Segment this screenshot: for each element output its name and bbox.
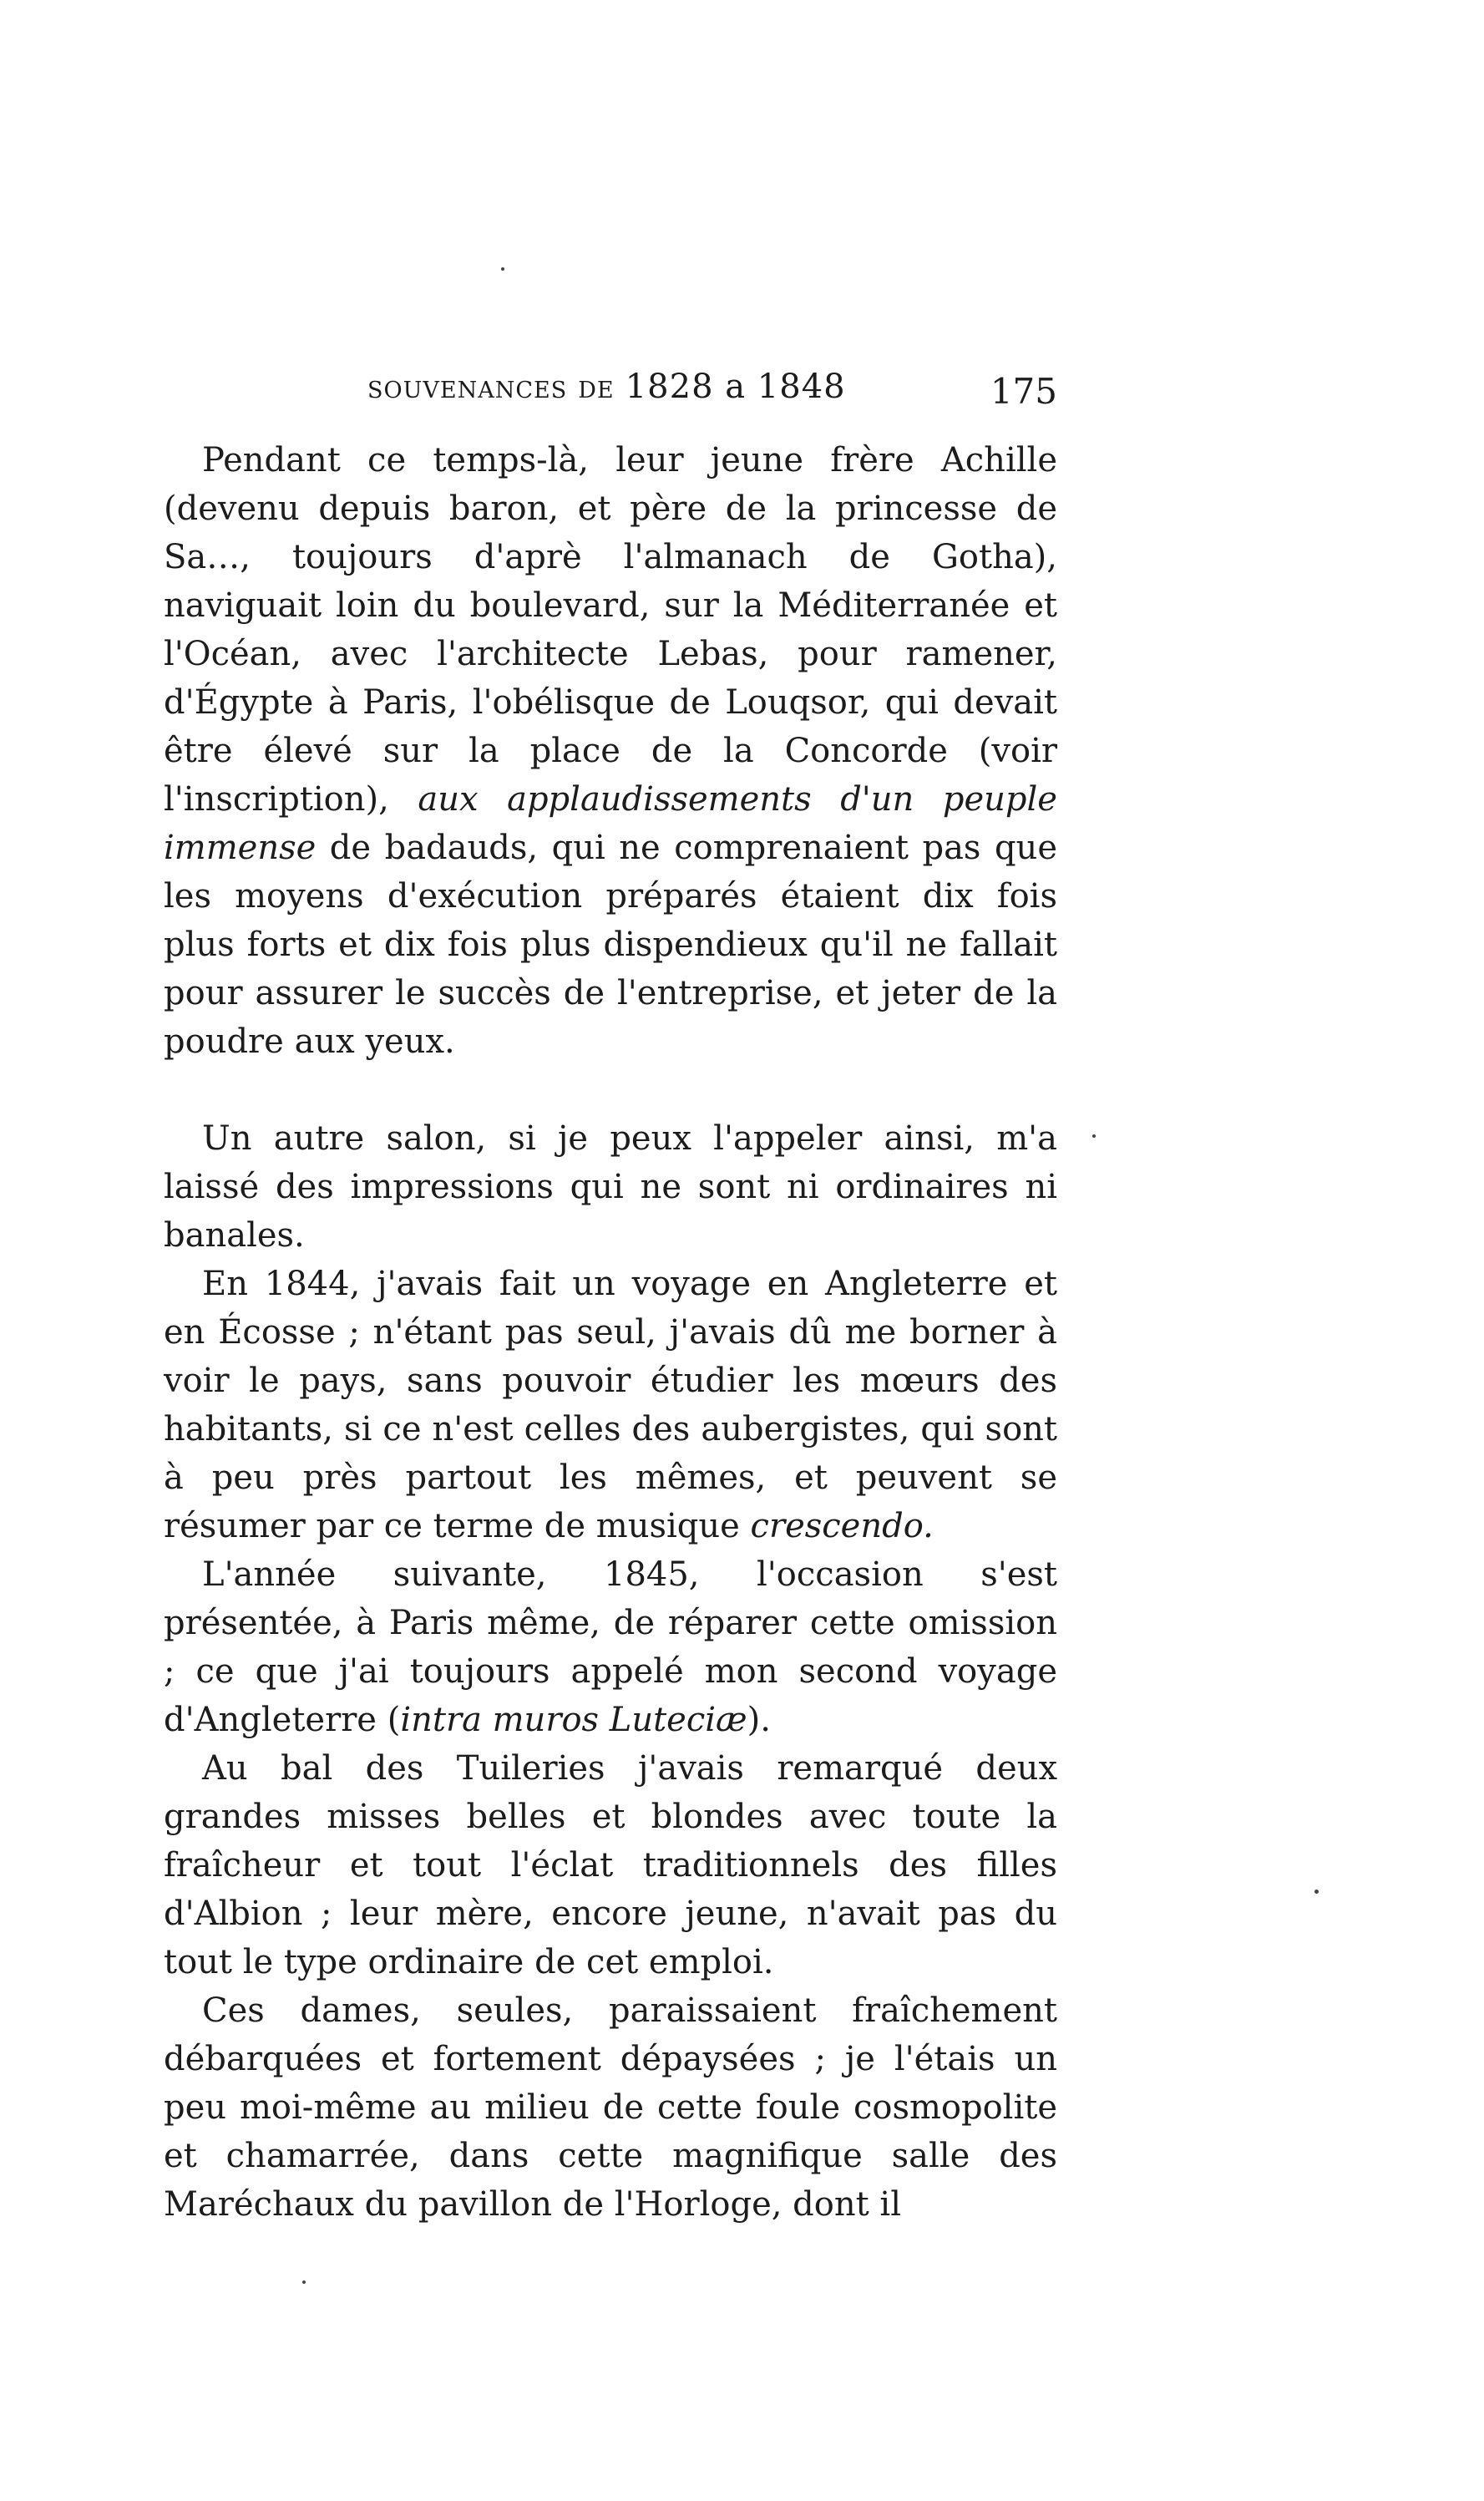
paper-speck	[1092, 1134, 1096, 1138]
running-title-prefix: souvenances de	[367, 368, 626, 405]
page-number: 175	[990, 371, 1057, 412]
paper-speck	[501, 267, 504, 271]
paragraph-year-1845: L'année suivante, 1845, l'occasion s'est présentée, à Paris même, de réparer cette omission ; ce que j'ai toujours appelé mon second voyage d'Angleterre (intra muros Luteciæ).	[164, 1555, 1057, 1739]
section-break	[164, 1066, 1057, 1114]
body-text	[164, 436, 1057, 2229]
paper-speck	[302, 2280, 306, 2284]
running-title-years: 1828 a 1848	[625, 368, 846, 406]
paragraph-tuileries-ball: Au bal des Tuileries j'avais remarqué deux grandes misses belles et blondes avec toute la fraîcheur et tout l'éclat traditionnels des filles d'Albion ; leur mère, encore jeune, n'avait pas du tout le type ordinaire de cet emploi.	[164, 1749, 1057, 1981]
paragraph-obelisk: Pendant ce temps-là, leur jeune frère Achille (devenu depuis baron, et père de la princesse de Sa…, toujours d'aprè l'almanach de Gotha), naviguait loin du boulevard, sur la Méditerranée et l'Océan, avec l'architecte Lebas, pour ramener, d'Égypte à Paris, l'obélisque de Louqsor, qui devait être élevé sur la place de la Concorde (voir l'inscription), aux applaudissements d'un peuple immense de badauds, qui ne comprenaient pas que les moyens d'exécution préparés étaient dix fois plus forts et dix fois plus dispendieux qu'il ne fallait pour assurer le succès de l'entreprise, et jeter de la poudre aux yeux.	[164, 441, 1057, 1061]
running-title	[367, 368, 846, 406]
paper-speck	[1314, 1890, 1319, 1894]
page-header	[164, 368, 1057, 418]
paragraph-other-salon: Un autre salon, si je peux l'appeler ainsi, m'a laissé des impressions qui ne sont ni ordinaires ni banales.	[164, 1119, 1057, 1255]
paragraph-voyage-1844: En 1844, j'avais fait un voyage en Angleterre et en Écosse ; n'étant pas seul, j'avais dû me borner à voir le pays, sans pouvoir étudier les mœurs des habitants, si ce n'est celles des aubergistes, qui sont à peu près partout les mêmes, et peuvent se résumer par ce terme de musique crescendo.	[164, 1265, 1057, 1545]
paragraph-ladies: Ces dames, seules, paraissaient fraîchement débarquées et fortement dépaysées ; je l'étais un peu moi-même au milieu de cette foule cosmopolite et chamarrée, dans cette magnifique salle des Maréchaux du pavillon de l'Horloge, dont il	[164, 1991, 1057, 2224]
italic-phrase: aux applaudissements d'un peuple immense	[164, 780, 1057, 867]
italic-intra-muros: intra muros Luteciæ	[400, 1701, 747, 1739]
italic-crescendo: crescendo.	[750, 1507, 934, 1545]
